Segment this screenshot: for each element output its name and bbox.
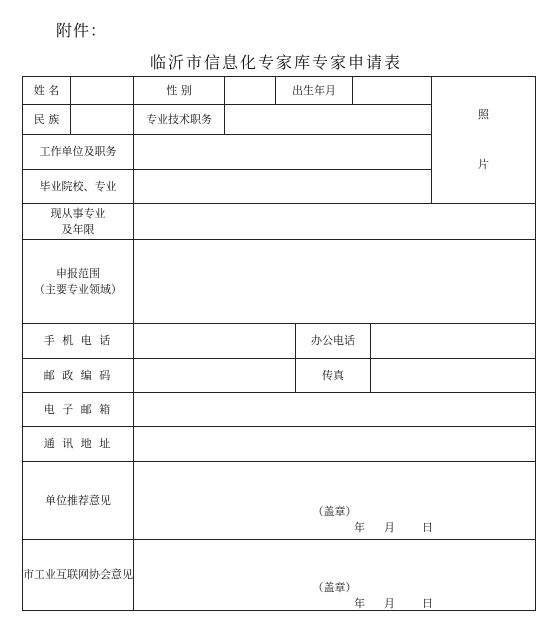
form-title: 临沂市信息化专家库专家申请表 [149, 53, 402, 72]
field-association-opinion[interactable] [134, 540, 536, 611]
association-seal-text: （盖章） [312, 581, 357, 594]
label-fax: 传真 [296, 359, 371, 393]
field-fax[interactable] [371, 359, 536, 393]
association-date-month: 月 [384, 597, 395, 610]
association-date-year: 年 [354, 597, 365, 610]
field-office-phone[interactable] [371, 324, 536, 359]
unit-date-month: 月 [384, 521, 395, 534]
label-address: 通 讯 地 址 [23, 427, 134, 462]
label-current-major-line1: 现从事专业 [50, 206, 106, 220]
photo-label-top: 照 [478, 108, 489, 121]
attachment-label: 附件： [56, 21, 108, 40]
label-graduated: 毕业院校、专业 [23, 170, 134, 204]
row-phone [23, 324, 536, 359]
field-scope[interactable] [134, 240, 536, 324]
label-gender: 性 别 [134, 77, 225, 105]
field-gender[interactable] [225, 77, 276, 105]
label-scope-line1: 申报范围 [56, 266, 100, 280]
row-scope [23, 240, 536, 324]
label-office-phone: 办公电话 [296, 324, 371, 359]
label-current-major-line2: 及年限 [61, 222, 95, 236]
label-unit-opinion: 单位推荐意见 [23, 462, 134, 540]
label-current-major [23, 204, 134, 240]
label-postcode: 邮 政 编 码 [23, 359, 134, 393]
field-birth-date[interactable] [353, 77, 432, 105]
unit-date-day: 日 [422, 521, 433, 534]
photo-box[interactable] [432, 77, 536, 204]
label-employer: 工作单位及职务 [23, 135, 134, 170]
label-mobile: 手 机 电 话 [23, 324, 134, 359]
label-name: 姓 名 [23, 77, 71, 105]
field-unit-opinion[interactable] [134, 462, 536, 540]
field-address[interactable] [134, 427, 536, 462]
unit-date-year: 年 [354, 521, 365, 534]
label-email: 电 子 邮 箱 [23, 393, 134, 427]
field-email[interactable] [134, 393, 536, 427]
label-title-rank: 专业技术职务 [134, 105, 225, 135]
application-form-table [22, 76, 536, 611]
label-scope [23, 240, 134, 324]
label-ethnicity: 民 族 [23, 105, 71, 135]
row-current-major [23, 204, 536, 240]
field-graduated[interactable] [134, 170, 432, 204]
label-association-opinion: 市工业互联网协会意见 [23, 540, 134, 611]
row-basic-1 [23, 77, 536, 105]
field-title-rank[interactable] [225, 105, 432, 135]
field-mobile[interactable] [134, 324, 296, 359]
field-postcode[interactable] [134, 359, 296, 393]
photo-label-bottom: 片 [478, 158, 489, 171]
field-ethnicity[interactable] [71, 105, 134, 135]
row-association-opinion [23, 540, 536, 611]
row-email [23, 393, 536, 427]
association-date-day: 日 [422, 597, 433, 610]
field-employer[interactable] [134, 135, 432, 170]
label-birth-date: 出生年月 [276, 77, 353, 105]
field-name[interactable] [71, 77, 134, 105]
row-unit-opinion [23, 462, 536, 540]
field-current-major[interactable] [134, 204, 536, 240]
unit-seal-text: （盖章） [312, 505, 357, 518]
label-scope-line2: （主要专业领域） [34, 282, 122, 296]
row-postcode [23, 359, 536, 393]
row-address [23, 427, 536, 462]
